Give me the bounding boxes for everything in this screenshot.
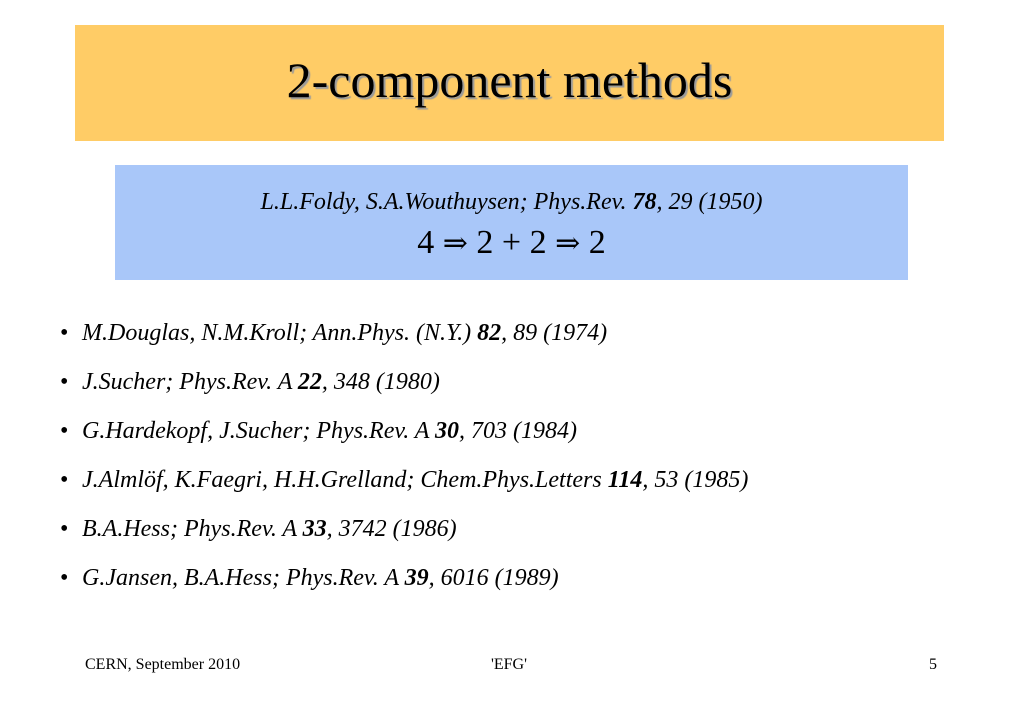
list-item	[60, 318, 748, 367]
slide-number: 5	[929, 656, 937, 673]
formula-number-2c: 2	[588, 224, 606, 261]
bullet-icon: •	[60, 369, 69, 395]
reference-suffix: , 348 (1980)	[321, 369, 440, 395]
implies-arrow: ⇒	[442, 226, 468, 261]
title-banner	[75, 25, 944, 141]
reference-volume: 22	[297, 369, 322, 395]
reference-prefix: J.Almlöf, K.Faegri, H.H.Grelland; Chem.Phys.Letters	[82, 467, 608, 493]
reference-volume: 114	[607, 467, 643, 493]
reference-prefix: G.Jansen, B.A.Hess; Phys.Rev. A	[82, 565, 405, 591]
footer-event: CERN, September 2010	[85, 656, 241, 673]
list-item	[60, 563, 748, 612]
list-item	[60, 416, 748, 465]
implies-arrow: ⇒	[555, 226, 581, 261]
bullet-icon: •	[60, 516, 69, 542]
formula-number-2b: 2	[529, 224, 547, 261]
reference-list	[60, 318, 748, 612]
list-item	[60, 367, 748, 416]
reference-volume: 30	[435, 418, 460, 444]
list-item	[60, 514, 748, 563]
reference-prefix: M.Douglas, N.M.Kroll; Ann.Phys. (N.Y.)	[82, 320, 478, 346]
reference-suffix: , 3742 (1986)	[326, 516, 457, 542]
formula-number-2a: 2	[476, 224, 494, 261]
bullet-icon: •	[60, 467, 69, 493]
reference-volume: 33	[302, 516, 327, 542]
formula-number-4: 4	[417, 224, 435, 261]
reference-volume: 39	[404, 565, 429, 591]
citation-pages-year: , 29 (1950)	[656, 189, 763, 215]
reference-prefix: J.Sucher; Phys.Rev. A	[82, 369, 298, 395]
bullet-icon: •	[60, 320, 69, 346]
reference-prefix: G.Hardekopf, J.Sucher; Phys.Rev. A	[82, 418, 436, 444]
reference-volume: 82	[477, 320, 502, 346]
reference-suffix: , 53 (1985)	[642, 467, 749, 493]
reference-suffix: , 89 (1974)	[501, 320, 608, 346]
reference-suffix: , 703 (1984)	[459, 418, 577, 444]
bullet-icon: •	[60, 565, 69, 591]
citation-volume: 78	[632, 189, 657, 215]
reference-suffix: , 6016 (1989)	[428, 565, 559, 591]
list-item	[60, 465, 748, 514]
citation-authors: L.L.Foldy, S.A.Wouthuysen; Phys.Rev.	[260, 189, 633, 215]
reduction-formula	[115, 223, 908, 264]
footer-topic: 'EFG'	[491, 656, 527, 673]
foldy-wouthuysen-citation	[115, 187, 908, 217]
reference-prefix: B.A.Hess; Phys.Rev. A	[82, 516, 303, 542]
reference-box	[115, 165, 908, 280]
bullet-icon: •	[60, 418, 69, 444]
slide-title: 2-component methods	[286, 52, 733, 108]
plus-sign: +	[501, 224, 522, 261]
